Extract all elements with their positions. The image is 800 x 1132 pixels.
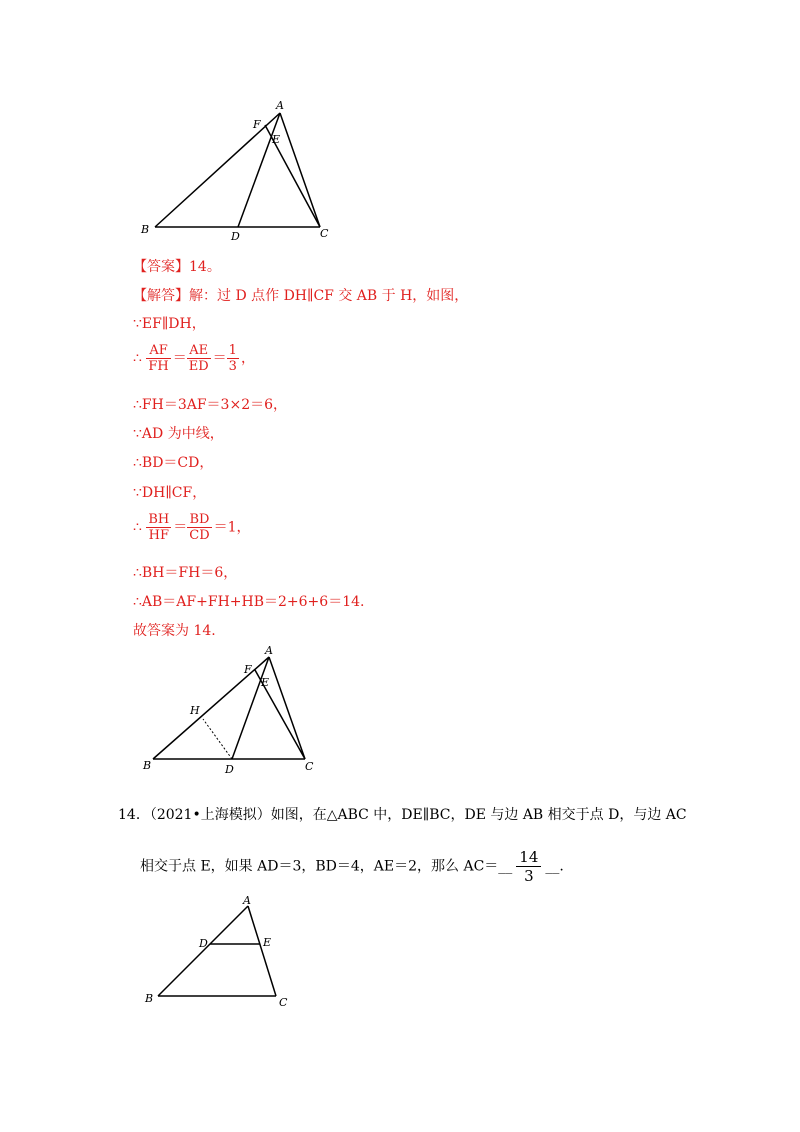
label-D: D — [225, 763, 234, 776]
q14-line1 — [118, 806, 687, 824]
step-1: ∵EF∥DH， — [133, 316, 206, 332]
label-B: B — [141, 223, 150, 236]
label-E: E — [263, 936, 272, 949]
answer-value: 14。 — [189, 259, 221, 275]
fraction-ae-ed: $\frac{AE}{ED}$ — [188, 343, 209, 374]
label-B: B — [145, 992, 154, 1005]
step-2: ∴ $\frac{AF}{FH}$ ＝ $\frac{AE}{ED}$ ＝ $\frac{1}{3}$ ， — [133, 343, 255, 374]
question-text-2: 相交于点 E，如果 AD＝3，BD＝4，AE＝2，那么 AC＝ — [140, 858, 499, 875]
step-3: ∴FH＝3AF＝3×2＝6， — [133, 397, 288, 413]
step-4: ∵AD 为中线， — [133, 426, 224, 442]
label-C: C — [320, 227, 329, 240]
step-6: ∵DH∥CF， — [133, 485, 207, 501]
segment-AB — [155, 113, 280, 227]
label-C: C — [305, 760, 314, 773]
blank-left: __ — [498, 858, 513, 875]
conclusion: 故答案为 14. — [133, 623, 216, 639]
fraction-af-fh: $\frac{AF}{FH}$ — [148, 343, 169, 374]
label-E: E — [272, 133, 281, 146]
step-7: ∴ $\frac{BH}{HF}$ ＝ $\frac{BD}{CD}$ ＝1， — [133, 512, 251, 543]
answer-line — [133, 258, 221, 276]
step-9: ∴AB＝AF+FH+HB＝2+6+6＝14. — [133, 594, 365, 610]
segment-AC — [269, 657, 305, 759]
label-C: C — [279, 996, 288, 1009]
label-E: E — [261, 676, 270, 689]
label-A: A — [243, 894, 251, 907]
fraction-one-third: $\frac{1}{3}$ — [228, 343, 237, 374]
blank-right: __. — [545, 858, 564, 875]
analysis-prefix: 【解答】 — [133, 288, 189, 304]
label-B: B — [143, 759, 152, 772]
question-text-1: 如图，在△ABC 中，DE∥BC，DE 与边 AB 相交于点 D，与边 AC — [270, 807, 687, 823]
label-H: H — [190, 704, 200, 717]
step-8: ∴BH＝FH＝6， — [133, 565, 238, 581]
label-A: A — [265, 644, 273, 657]
fraction-bd-cd: $\frac{BD}{CD}$ — [189, 512, 210, 543]
label-F: F — [253, 118, 261, 131]
segment-AC — [248, 906, 276, 996]
triangle-diagram-3 — [140, 892, 310, 1012]
label-F: F — [244, 663, 252, 676]
question-source: （2021•上海模拟） — [149, 807, 271, 823]
segment-DH-dotted — [203, 719, 232, 759]
triangle-diagram-1 — [135, 95, 345, 250]
label-A: A — [276, 99, 284, 112]
segment-AB — [158, 906, 248, 996]
analysis-line — [133, 287, 468, 305]
label-D: D — [199, 937, 208, 950]
question-number: 14． — [118, 807, 150, 823]
segment-AC — [280, 113, 320, 227]
label-D: D — [231, 230, 240, 243]
answer-prefix: 【答案】 — [133, 259, 189, 275]
answer-fraction: $\frac{14}{3}$ — [516, 848, 541, 885]
triangle-diagram-2 — [135, 642, 335, 780]
q14-line2 — [140, 848, 564, 885]
analysis-body: 解：过 D 点作 DH∥CF 交 AB 于 H，如图， — [189, 288, 469, 304]
step-5: ∴BD＝CD， — [133, 455, 214, 471]
fraction-bh-hf: $\frac{BH}{HF}$ — [148, 512, 170, 543]
